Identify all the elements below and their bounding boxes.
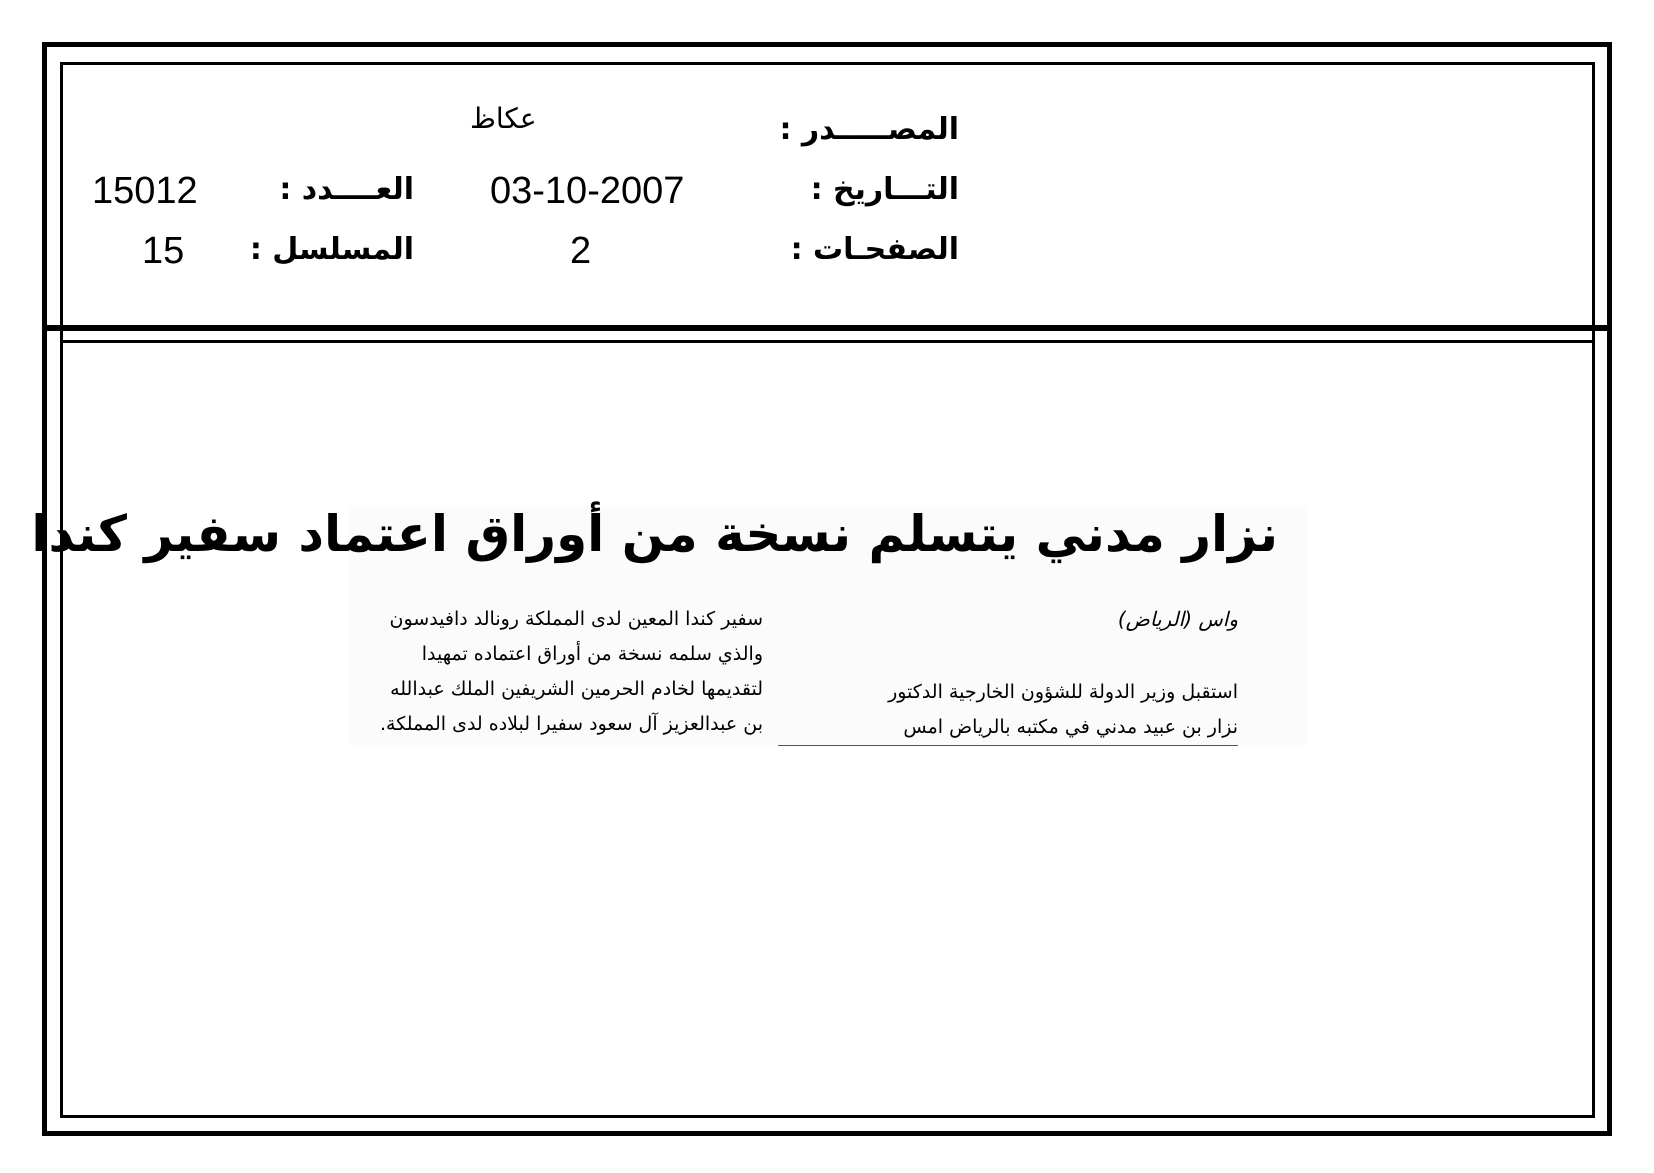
pages-label: الصفحـات : — [790, 232, 959, 267]
header-divider — [42, 325, 1612, 331]
underline-mark — [778, 745, 1238, 746]
article-line: سفير كندا المعين لدى المملكة رونالد دافيدسون — [389, 608, 763, 630]
issue-label: العــــدد : — [279, 172, 414, 207]
source-value: عكاظ — [470, 102, 537, 135]
article-line: والذي سلمه نسخة من أوراق اعتماده تمهيدا — [421, 643, 763, 665]
article-column-left — [318, 602, 763, 742]
article-line: نزار بن عبيد مدني في مكتبه بالرياض امس — [903, 716, 1238, 738]
article-column-right — [798, 675, 1238, 745]
source-label: المصـــــدر : — [779, 112, 959, 147]
newspaper-clipping — [31, 505, 1308, 745]
header-divider-thin — [60, 340, 1595, 343]
serial-label: المسلسل : — [249, 232, 414, 267]
date-label: التـــاريخ : — [810, 172, 959, 207]
article-headline: نزار مدني يتسلم نسخة من أوراق اعتماد سفير كندا — [31, 505, 1278, 563]
issue-value: 15012 — [92, 170, 198, 212]
article-line: بن عبدالعزيز آل سعود سفيرا لبلاده لدى المملكة. — [380, 713, 763, 735]
serial-value: 15 — [142, 230, 185, 272]
pages-value: 2 — [570, 230, 592, 272]
article-byline: واس (الرياض) — [1117, 607, 1238, 631]
article-line: لتقديمها لخادم الحرمين الشريفين الملك عبدالله — [390, 678, 763, 700]
date-value: 03-10-2007 — [490, 170, 685, 212]
article-line: استقبل وزير الدولة للشؤون الخارجية الدكتور — [888, 681, 1238, 703]
